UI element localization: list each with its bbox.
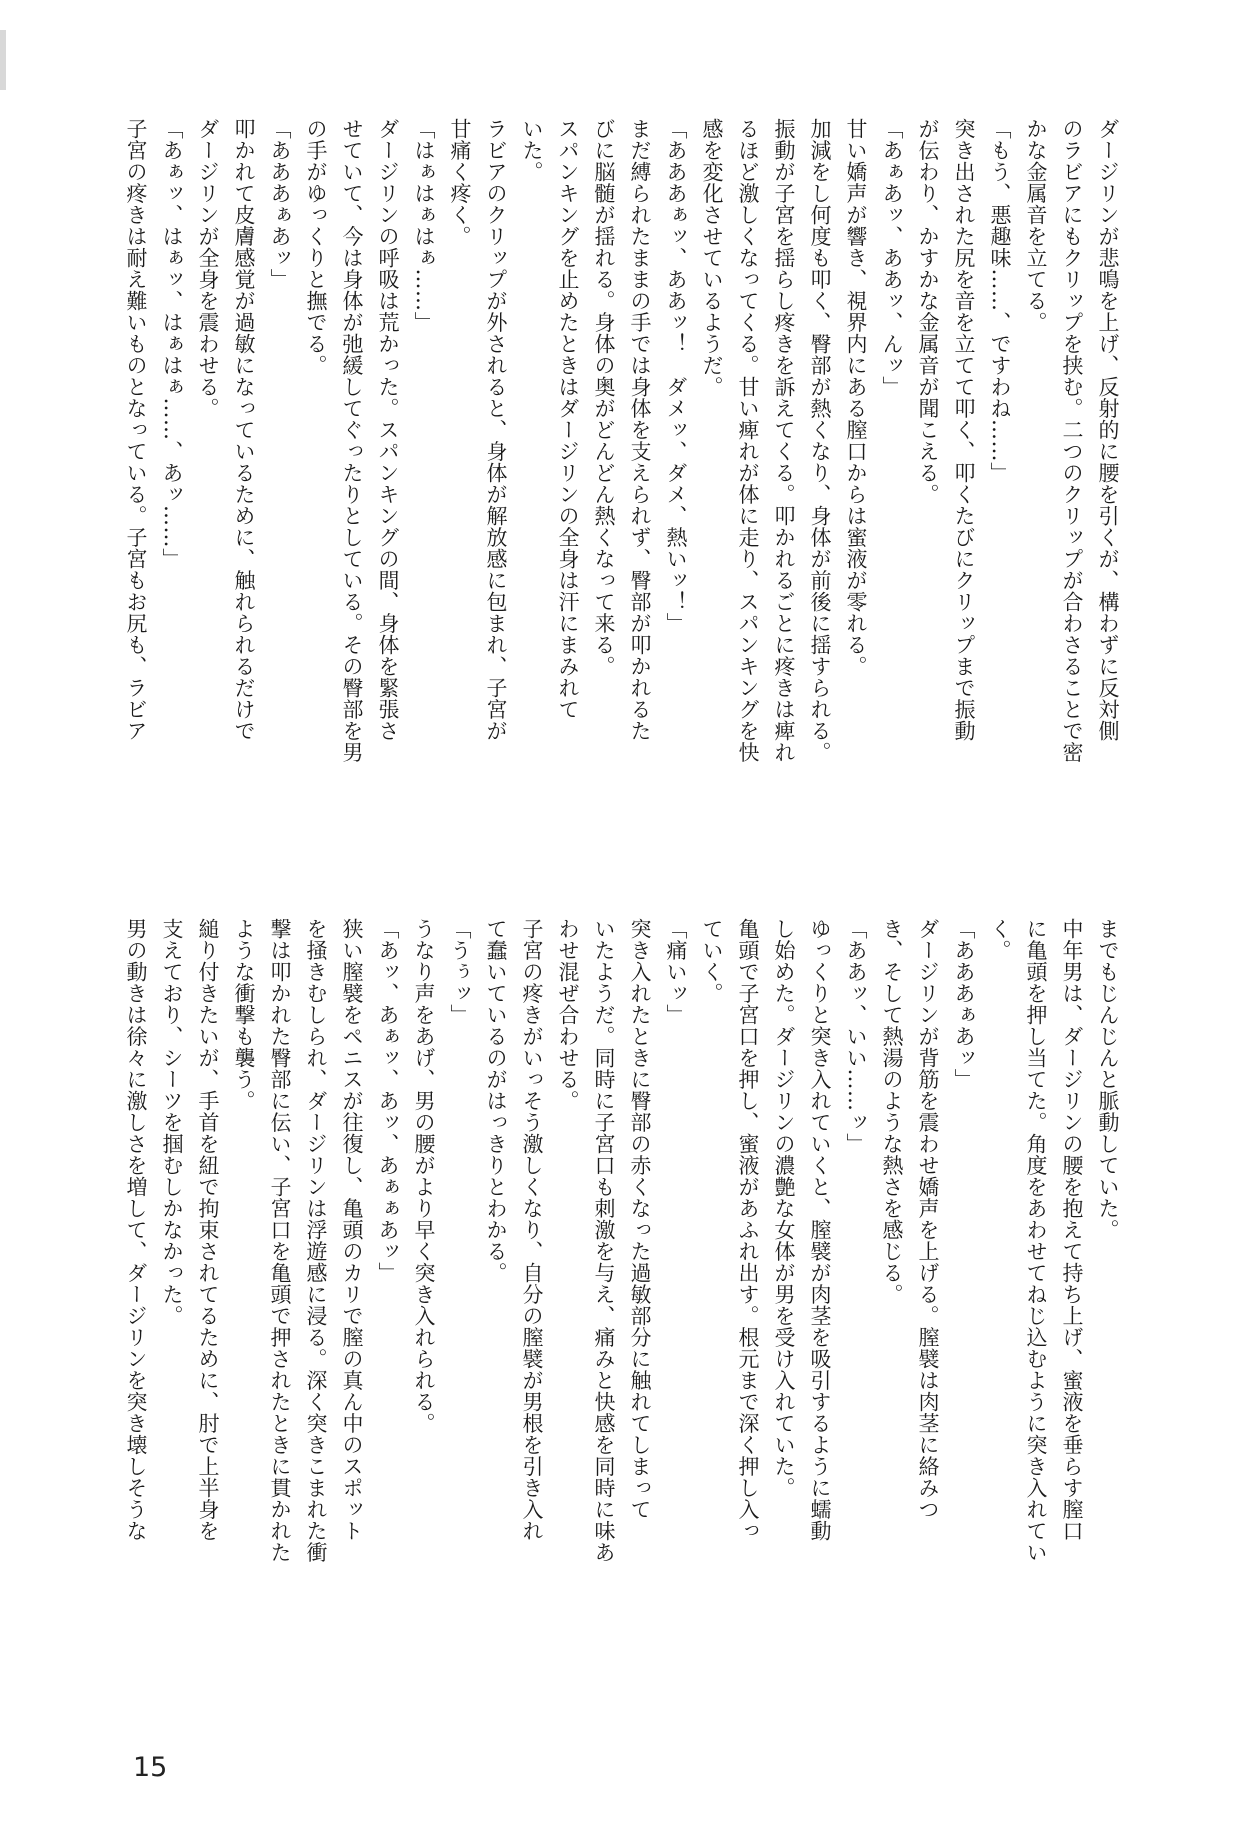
- bottom-block-line: 撃は叩かれた臀部に伝い、子宮口を亀頭で押されたときに貫かれた: [268, 918, 292, 1563]
- top-block-line: ダージリンが全身を震わせる。: [196, 118, 220, 419]
- bottom-block-line: 「ああッ、いい……ッ」: [844, 918, 868, 1155]
- bottom-block-line: うなり声をあげ、男の腰がより早く突き入れられる。: [412, 918, 436, 1434]
- bottom-block-line: て蠢いているのがはっきりとわかる。: [484, 918, 508, 1284]
- bottom-block-line: 突き入れたときに臀部の赤くなった過敏部分に触れてしまって: [628, 918, 652, 1520]
- bottom-block-line: し始めた。ダージリンの濃艶な女体が男を受け入れていた。: [772, 918, 796, 1499]
- top-block-line: ラビアのクリップが外されると、身体が解放感に包まれ、子宮が: [484, 118, 508, 742]
- bottom-block-line: く。: [988, 918, 1012, 961]
- bottom-block-line: ていく。: [700, 918, 724, 1004]
- bottom-block-line: 亀頭で子宮口を押し、蜜液があふれ出す。根元まで深く押し入っ: [736, 918, 760, 1542]
- bottom-block-line: 狭い膣襞をペニスが往復し、亀頭のカリで膣の真ん中のスポット: [340, 918, 364, 1542]
- top-block-line: のラビアにもクリップを挟む。二つのクリップが合わさることで密: [1060, 118, 1084, 763]
- bottom-block-line: ような衝撃も襲う。: [232, 918, 256, 1112]
- bottom-block-line: ゆっくりと突き入れていくと、膣襞が肉茎を吸引するように蠕動: [808, 918, 832, 1542]
- top-block-line: 「はぁはぁはぁ……」: [412, 118, 436, 333]
- top-block-line: びに脳髄が揺れる。身体の奥がどんどん熱くなって来る。: [592, 118, 616, 677]
- top-block-line: かな金属音を立てる。: [1024, 118, 1048, 333]
- top-block-line: せていて、今は身体が弛緩してぐったりとしている。その臀部を男: [340, 118, 364, 763]
- top-block-line: るほど激しくなってくる。甘い痺れが体に走り、スパンキングを快: [736, 118, 760, 763]
- page-edge-mark: [0, 30, 6, 90]
- top-block-line: の手がゆっくりと撫でる。: [304, 118, 328, 376]
- top-block-line: 「あああぁあッ」: [268, 118, 292, 290]
- top-block-line: 「もう、悪趣味……、ですわね……」: [988, 118, 1012, 484]
- bottom-block-line: 「痛いッ」: [664, 918, 688, 1026]
- bottom-block-line: 男の動きは徐々に激しさを増して、ダージリンを突き壊しそうな: [124, 918, 148, 1542]
- top-block-line: 甘痛く疼く。: [448, 118, 472, 247]
- top-block-line: 「あぁあッ、ああッ、んッ」: [880, 118, 904, 398]
- top-block-line: 叩かれて皮膚感覚が過敏になっているために、触れられるだけで: [232, 118, 256, 742]
- top-block-line: 感を変化させているようだ。: [700, 118, 724, 398]
- bottom-block-line: わせ混ぜ合わせる。: [556, 918, 580, 1112]
- top-block-line: 甘い嬌声が響き、視界内にある膣口からは蜜液が零れる。: [844, 118, 868, 677]
- top-block-line: 「あぁッ、はぁッ、はぁはぁ……、あッ……」: [160, 118, 184, 570]
- top-block-line: ダージリンの呼吸は荒かった。スパンキングの間、身体を緊張さ: [376, 118, 400, 742]
- bottom-block-line: 「あッ、あぁッ、あッ、あぁぁあッ」: [376, 918, 400, 1284]
- top-block-line: が伝わり、かすかな金属音が聞こえる。: [916, 118, 940, 505]
- bottom-block-line: に亀頭を押し当てた。角度をあわせてねじ込むように突き入れてい: [1024, 918, 1048, 1563]
- bottom-block-line: 「あああぁあッ」: [952, 918, 976, 1090]
- top-block-line: まだ縛られたままの手では身体を支えられず、臀部が叩かれるた: [628, 118, 652, 742]
- bottom-block-line: ダージリンが背筋を震わせ嬌声を上げる。膣襞は肉茎に絡みつ: [916, 918, 940, 1520]
- bottom-block-line: 中年男は、ダージリンの腰を抱えて持ち上げ、蜜液を垂らす膣口: [1060, 918, 1084, 1542]
- top-block-line: 突き出された尻を音を立てて叩く、叩くたびにクリップまで振動: [952, 118, 976, 742]
- top-block-line: ダージリンが悲鳴を上げ、反射的に腰を引くが、構わずに反対側: [1096, 118, 1120, 742]
- bottom-block-line: 子宮の疼きがいっそう激しくなり、自分の膣襞が男根を引き入れ: [520, 918, 544, 1542]
- top-block-line: 振動が子宮を揺らし疼きを訴えてくる。叩かれるごとに疼きは痺れ: [772, 118, 796, 763]
- bottom-block-line: いたようだ。同時に子宮口も刺激を与え、痛みと快感を同時に味あ: [592, 918, 616, 1563]
- top-block-line: 子宮の疼きは耐え難いものとなっている。子宮もお尻も、ラビア: [124, 118, 148, 742]
- bottom-block-line: き、そして熱湯のような熱さを感じる。: [880, 918, 904, 1305]
- top-block-line: いた。: [520, 118, 544, 183]
- top-block-line: スパンキングを止めたときはダージリンの全身は汗にまみれて: [556, 118, 580, 720]
- top-block-line: 「あああぁッ、ああッ！ ダメッ、ダメ、熱いッ！」: [664, 118, 688, 634]
- bottom-block-line: 縋り付きたいが、手首を紐で拘束されてるために、肘で上半身を: [196, 918, 220, 1542]
- bottom-block-line: までもじんじんと脈動していた。: [1096, 918, 1120, 1241]
- bottom-block-line: 「うぅッ」: [448, 918, 472, 1026]
- bottom-block-line: 支えており、シーツを掴むしかなかった。: [160, 918, 184, 1327]
- page-number: 15: [133, 1752, 168, 1783]
- top-block-line: 加減をし何度も叩く、臀部が熱くなり、身体が前後に揺すられる。: [808, 118, 832, 763]
- bottom-block-line: を掻きむしられ、ダージリンは浮遊感に浸る。深く突きこまれた衝: [304, 918, 328, 1563]
- text-block-bottom: [121, 918, 1126, 1688]
- text-block-top: [121, 118, 1126, 888]
